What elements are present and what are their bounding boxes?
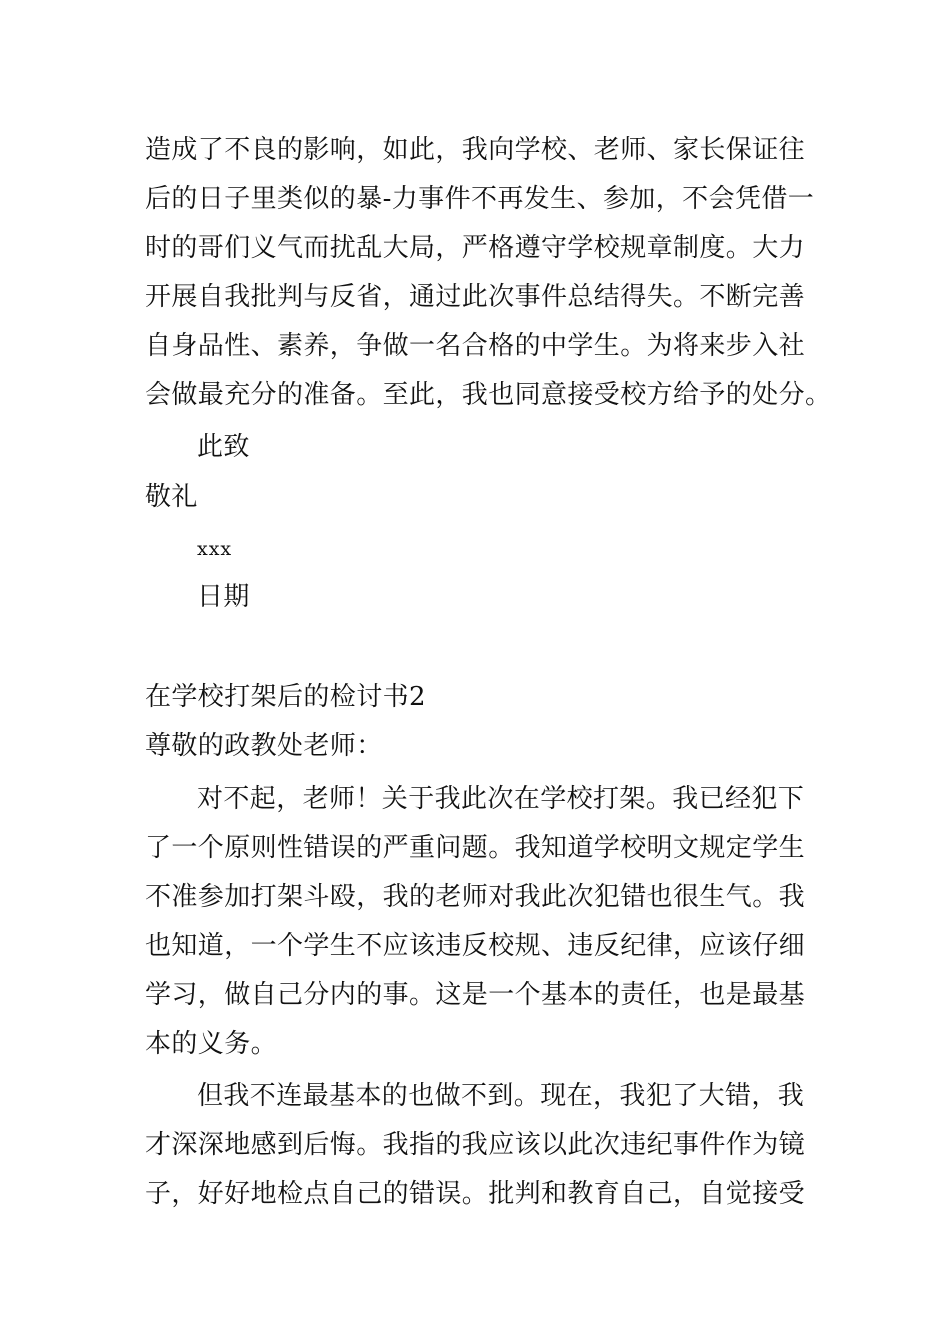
paragraph-line: 学习，做自己分内的事。这是一个基本的责任，也是最基 (145, 980, 806, 1010)
paragraph-line: 会做最充分的准备。至此，我也同意接受校方给予的处分。 (145, 380, 832, 410)
signature-text: xxx (197, 538, 233, 560)
paragraph-line: 不准参加打架斗殴，我的老师对我此次犯错也很生气。我 (145, 882, 806, 912)
paragraph-line: 了一个原则性错误的严重问题。我知道学校明文规定学生 (145, 833, 806, 863)
paragraph-line: 造成了不良的影响，如此，我向学校、老师、家长保证往 (145, 135, 806, 165)
paragraph-line: 子，好好地检点自己的错误。批判和教育自己，自觉接受 (145, 1179, 806, 1209)
paragraph-line: 开展自我批判与反省，通过此次事件总结得失。不断完善 (145, 282, 806, 312)
closing-text: 此致 (197, 432, 250, 462)
paragraph-line: 但我不连最基本的也做不到。现在，我犯了大错，我 (197, 1081, 805, 1111)
paragraph-line: 本的义务。 (145, 1029, 278, 1059)
salutation-text: 敬礼 (145, 482, 198, 512)
date-text: 日期 (197, 582, 250, 612)
paragraph-line: 对不起，老师！关于我此次在学校打架。我已经犯下 (197, 784, 805, 814)
greeting-text: 尊敬的政教处老师： (145, 731, 383, 761)
paragraph-line: 也知道，一个学生不应该违反校规、违反纪律，应该仔细 (145, 931, 806, 961)
paragraph-line: 才深深地感到后悔。我指的我应该以此次违纪事件作为镜 (145, 1130, 806, 1160)
letter-title: 在学校打架后的检讨书2 (145, 682, 426, 712)
paragraph-line: 时的哥们义气而扰乱大局，严格遵守学校规章制度。大力 (145, 233, 806, 263)
paragraph-line: 自身品性、素养，争做一名合格的中学生。为将来步入社 (145, 331, 806, 361)
paragraph-line: 后的日子里类似的暴-力事件不再发生、参加，不会凭借一 (145, 184, 815, 214)
